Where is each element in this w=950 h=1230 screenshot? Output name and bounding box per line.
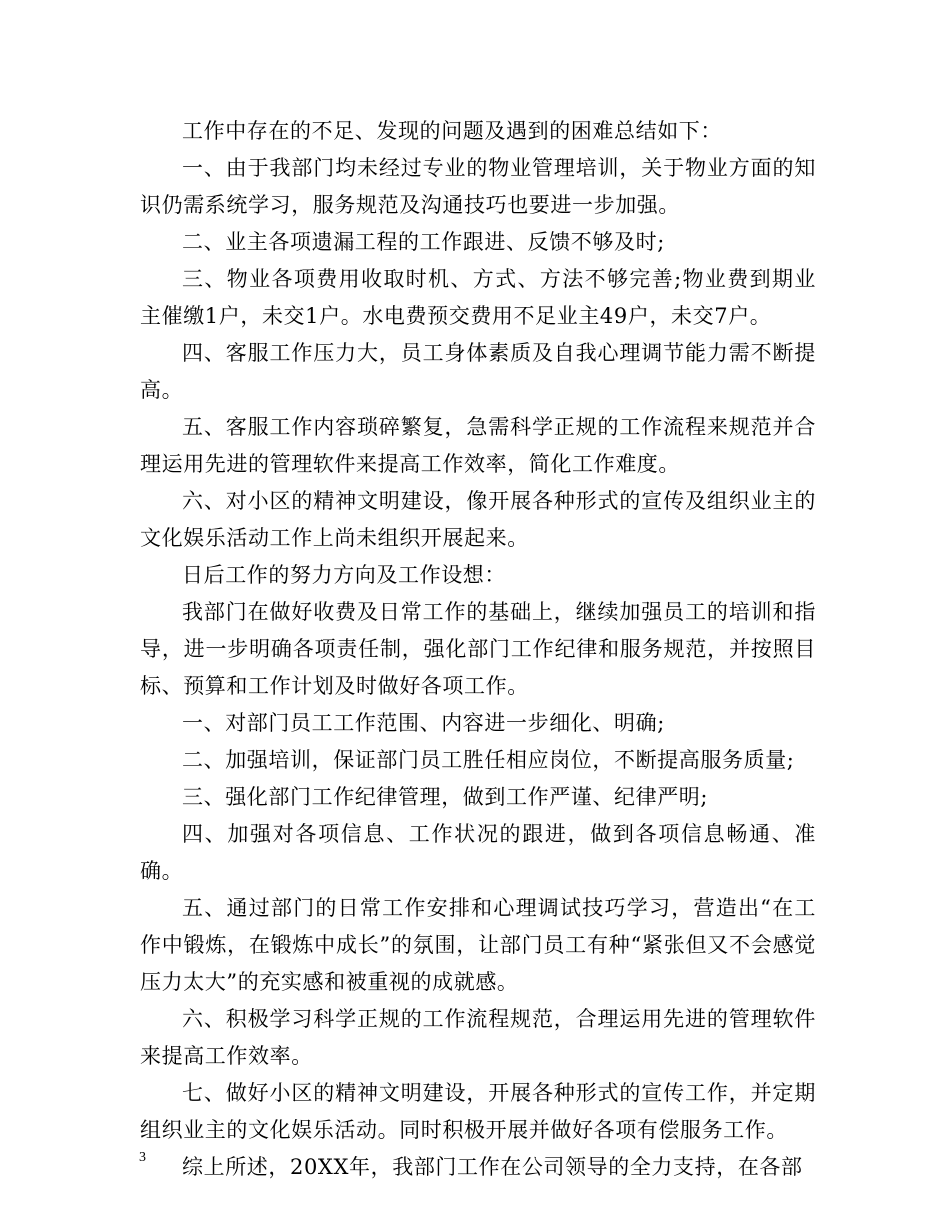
- paragraph-conclusion: 综上所述，20XX年，我部门工作在公司领导的全力支持，在各部: [182, 1155, 803, 1179]
- paragraph-plan-3: 三、强化部门工作纪律管理，做到工作严谨、纪律严明;: [182, 785, 709, 809]
- paragraph-problem-6: 六、对小区的精神文明建设，像开展各种形式的宣传及组织业主的文化娱乐活动工作上尚未组织开展起来。: [140, 489, 816, 550]
- paragraph-plan-7: 七、做好小区的精神文明建设，开展各种形式的宣传工作，并定期组织业主的文化娱乐活动。同时积极开展并做好各项有偿服务工作。: [140, 1081, 816, 1142]
- paragraph-summary-heading: 工作中存在的不足、发现的问题及遇到的困难总结如下：: [182, 119, 722, 143]
- paragraph-plan-4: 四、加强对各项信息、工作状况的跟进，做到各项信息畅通、准确。: [140, 822, 816, 883]
- paragraph-problem-4: 四、客服工作压力大，员工身体素质及自我心理调节能力需不断提高。: [140, 341, 816, 402]
- paragraph-plan-6: 六、积极学习科学正规的工作流程规范，合理运用先进的管理软件来提高工作效率。: [140, 1007, 816, 1068]
- paragraph-plan-intro: 我部门在做好收费及日常工作的基础上，继续加强员工的培训和指导，进一步明确各项责任制，强化部门工作纪律和服务规范，并按照目标、预算和工作计划及时做好各项工作。: [140, 600, 816, 698]
- paragraph-problem-2: 二、业主各项遗漏工程的工作跟进、反馈不够及时;: [182, 230, 665, 254]
- page-number: 3: [139, 1150, 146, 1165]
- paragraph-plan-1: 一、对部门员工工作范围、内容进一步细化、明确;: [182, 711, 665, 735]
- paragraph-problem-1: 一、由于我部门均未经过专业的物业管理培训，关于物业方面的知识仍需系统学习，服务规范及沟通技巧也要进一步加强。: [140, 156, 816, 217]
- paragraph-problem-5: 五、客服工作内容琐碎繁复，急需科学正规的工作流程来规范并合理运用先进的管理软件来提高工作效率，简化工作难度。: [140, 415, 816, 476]
- document-body: [140, 113, 816, 1186]
- paragraph-problem-3: 三、物业各项费用收取时机、方式、方法不够完善;物业费到期业主催缴1户，未交1户。水电费预交费用不足业主49户，未交7户。: [140, 267, 816, 328]
- paragraph-plan-2: 二、加强培训，保证部门员工胜任相应岗位，不断提高服务质量;: [182, 748, 795, 772]
- paragraph-plan-5: 五、通过部门的日常工作安排和心理调试技巧学习，营造出“在工作中锻炼，在锻炼中成长”的氛围，让部门员工有种“紧张但又不会感觉压力太大”的充实感和被重视的成就感。: [140, 896, 816, 994]
- paragraph-plan-heading: 日后工作的努力方向及工作设想：: [182, 563, 506, 587]
